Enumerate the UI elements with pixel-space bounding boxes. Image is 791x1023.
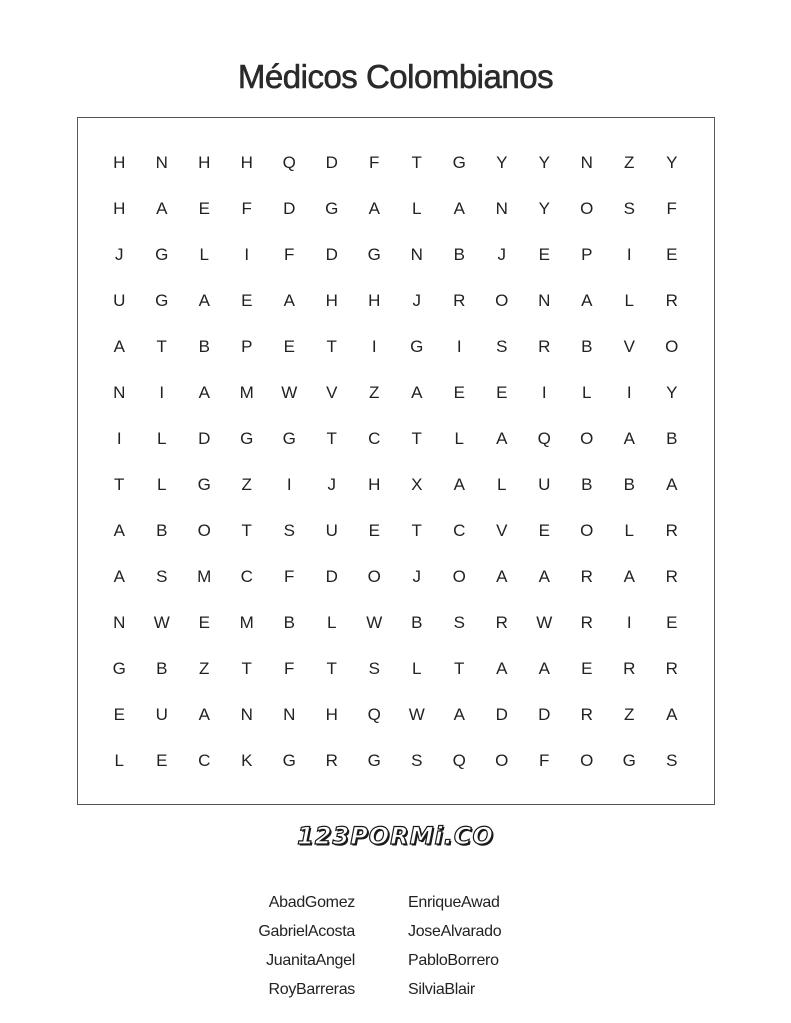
grid-cell[interactable]: P [581,245,593,264]
grid-cell[interactable]: G [325,199,339,218]
grid-cell[interactable]: D [283,199,296,218]
grid-cell[interactable]: L [454,429,464,448]
word-list-item: EnriqueAwad [408,894,500,911]
grid-cell[interactable]: N [410,245,423,264]
grid-cell[interactable]: R [580,567,593,586]
grid-cell[interactable]: A [198,291,210,310]
grid-cell[interactable]: A [198,383,210,402]
grid-cell[interactable]: A [198,705,210,724]
grid-cell[interactable]: V [496,521,508,540]
grid-cell[interactable]: W [153,613,170,632]
grid-cell[interactable]: K [241,751,253,770]
grid-cell[interactable]: O [580,751,594,770]
grid-cell[interactable]: I [626,245,632,264]
grid-cell[interactable]: T [241,659,252,678]
grid-cell[interactable]: A [538,659,550,678]
grid-cell[interactable]: A [496,659,508,678]
grid-cell[interactable]: B [453,245,465,264]
word-list-right-column [408,888,501,1004]
grid-cell[interactable]: O [580,199,594,218]
word-list-item: AbadGomez [268,894,355,911]
grid-cell[interactable]: E [368,521,380,540]
grid-cell[interactable]: L [624,521,634,540]
word-list-item: SilviaBlair [408,981,475,998]
grid-cell[interactable]: S [283,521,295,540]
grid-cell[interactable]: U [538,475,551,494]
grid-cell[interactable]: M [239,383,254,402]
grid-cell[interactable]: R [665,659,678,678]
grid-cell[interactable]: O [580,521,594,540]
grid-cell[interactable]: T [156,337,167,356]
grid-cell[interactable]: T [326,659,337,678]
grid-cell[interactable]: O [495,751,509,770]
grid-cell[interactable]: L [412,659,422,678]
grid-cell[interactable]: J [115,245,124,264]
grid-cell[interactable]: T [411,429,422,448]
grid-cell[interactable]: A [496,429,508,448]
grid-cell[interactable]: S [496,337,508,356]
puzzle-title: Médicos Colombianos [237,58,554,95]
grid-cell[interactable]: C [453,521,466,540]
grid-cell[interactable]: G [282,429,296,448]
grid-cell[interactable]: E [283,337,295,356]
grid-cell[interactable]: L [412,199,422,218]
grid-cell[interactable]: L [624,291,634,310]
grid-cell[interactable]: N [240,705,253,724]
grid-cell[interactable]: J [412,291,421,310]
grid-cell[interactable]: A [453,705,465,724]
letter-grid[interactable] [98,140,693,784]
grid-cell[interactable]: G [240,429,254,448]
grid-cell[interactable]: Z [624,705,635,724]
grid-cell[interactable]: A [113,567,125,586]
grid-cell[interactable]: T [114,475,125,494]
grid-cell[interactable]: F [284,659,295,678]
grid-cell[interactable]: M [197,567,212,586]
grid-cell[interactable]: Q [537,429,551,448]
grid-cell[interactable]: H [368,475,381,494]
grid-cell[interactable]: N [538,291,551,310]
grid-cell[interactable]: R [495,613,508,632]
grid-cell[interactable]: Z [624,153,635,172]
grid-cell[interactable]: R [453,291,466,310]
grid-cell[interactable]: N [113,613,126,632]
grid-cell[interactable]: R [665,521,678,540]
word-list-left-column [258,888,355,1004]
grid-cell[interactable]: O [495,291,509,310]
grid-cell[interactable]: G [197,475,211,494]
grid-cell[interactable]: Y [666,383,678,402]
word-list-item: JoseAlvarado [408,923,502,940]
grid-cell[interactable]: G [155,291,169,310]
grid-cell[interactable]: W [536,613,553,632]
grid-cell[interactable]: L [157,429,167,448]
grid-cell[interactable]: D [325,567,338,586]
word-list-item: GabrielAcosta [258,923,355,940]
grid-cell[interactable]: R [538,337,551,356]
grid-cell[interactable]: G [367,751,381,770]
grid-cell[interactable]: T [454,659,465,678]
grid-cell[interactable]: D [198,429,211,448]
grid-cell[interactable]: E [156,751,168,770]
grid-cell[interactable]: B [581,337,593,356]
grid-cell[interactable]: Q [282,153,296,172]
grid-cell[interactable]: A [156,199,168,218]
grid-cell[interactable]: S [623,199,635,218]
grid-cell[interactable]: A [623,429,635,448]
grid-cell[interactable]: F [241,199,252,218]
grid-cell[interactable]: Z [369,383,380,402]
grid-cell[interactable]: S [453,613,465,632]
grid-cell[interactable]: Y [496,153,508,172]
grid-cell[interactable]: S [411,751,423,770]
grid-cell[interactable]: Q [367,705,381,724]
grid-cell[interactable]: O [580,429,594,448]
grid-cell[interactable]: I [626,383,632,402]
grid-cell[interactable]: R [665,567,678,586]
grid-cell[interactable]: J [412,567,421,586]
grid-cell[interactable]: J [327,475,336,494]
grid-cell[interactable]: H [368,291,381,310]
grid-cell[interactable]: L [327,613,337,632]
grid-cell[interactable]: P [241,337,253,356]
grid-cell[interactable]: O [665,337,679,356]
grid-cell[interactable]: A [368,199,380,218]
grid-cell[interactable]: U [155,705,168,724]
grid-cell[interactable]: O [197,521,211,540]
grid-cell[interactable]: E [453,383,465,402]
grid-cell[interactable]: T [411,153,422,172]
grid-cell[interactable]: H [198,153,211,172]
grid-cell[interactable]: T [326,429,337,448]
grid-cell[interactable]: F [369,153,380,172]
grid-cell[interactable]: O [452,567,466,586]
grid-cell[interactable]: A [581,291,593,310]
grid-cell[interactable]: E [198,613,210,632]
grid-cell[interactable]: E [241,291,253,310]
grid-cell[interactable]: A [453,199,465,218]
grid-cell[interactable]: N [155,153,168,172]
grid-cell[interactable]: E [538,245,550,264]
grid-cell[interactable]: I [244,245,250,264]
grid-cell[interactable]: B [581,475,593,494]
grid-cell[interactable]: S [156,567,168,586]
word-list-item: RoyBarreras [268,981,355,998]
grid-cell[interactable]: R [580,705,593,724]
grid-cell[interactable]: A [623,567,635,586]
grid-cell[interactable]: H [113,153,126,172]
grid-cell[interactable]: F [539,751,550,770]
word-list-item: JuanitaAngel [266,952,355,969]
grid-cell[interactable]: B [198,337,210,356]
grid-cell[interactable]: G [155,245,169,264]
grid-cell[interactable]: W [366,613,383,632]
grid-cell[interactable]: D [325,153,338,172]
grid-cell[interactable]: N [580,153,593,172]
grid-cell[interactable]: L [157,475,167,494]
grid-cell[interactable]: H [113,199,126,218]
grid-cell[interactable]: A [496,567,508,586]
grid-cell[interactable]: I [116,429,122,448]
grid-cell[interactable]: N [113,383,126,402]
grid-cell[interactable]: E [581,659,593,678]
grid-cell[interactable]: Q [452,751,466,770]
grid-cell[interactable]: W [281,383,298,402]
grid-cell[interactable]: E [113,705,125,724]
grid-cell[interactable]: H [325,705,338,724]
grid-cell[interactable]: R [665,291,678,310]
grid-cell[interactable]: I [371,337,377,356]
grid-cell[interactable]: L [582,383,592,402]
grid-cell[interactable]: I [626,613,632,632]
grid-cell[interactable]: A [453,475,465,494]
grid-cell[interactable]: E [666,613,678,632]
grid-cell[interactable]: D [325,245,338,264]
grid-cell[interactable]: G [622,751,636,770]
grid-cell[interactable]: V [623,337,635,356]
grid-cell[interactable]: L [199,245,209,264]
grid-cell[interactable]: A [283,291,295,310]
grid-cell[interactable]: H [240,153,253,172]
grid-cell[interactable]: V [326,383,338,402]
grid-cell[interactable]: X [411,475,423,494]
grid-cell[interactable]: D [495,705,508,724]
grid-cell[interactable]: W [408,705,425,724]
grid-cell[interactable]: S [368,659,380,678]
grid-cell[interactable]: U [325,521,338,540]
grid-cell[interactable]: A [113,521,125,540]
grid-cell[interactable]: B [156,659,168,678]
grid-cell[interactable]: Y [666,153,678,172]
grid-cell[interactable]: C [240,567,253,586]
grid-cell[interactable]: E [198,199,210,218]
grid-cell[interactable]: N [495,199,508,218]
brand-logo: 123PORMi.CO [297,822,494,850]
grid-cell[interactable]: L [497,475,507,494]
grid-cell[interactable]: B [666,429,678,448]
grid-cell[interactable]: T [326,337,337,356]
grid-cell[interactable]: C [198,751,211,770]
word-list-item: PabloBorrero [408,952,499,969]
grid-cell[interactable]: G [452,153,466,172]
grid-cell[interactable]: A [411,383,423,402]
grid-cell[interactable]: Y [538,153,550,172]
grid-cell[interactable]: S [666,751,678,770]
grid-cell[interactable]: H [325,291,338,310]
grid-cell[interactable]: G [112,659,126,678]
grid-cell[interactable]: A [113,337,125,356]
grid-cell[interactable]: B [156,521,168,540]
grid-cell[interactable]: F [284,245,295,264]
grid-cell[interactable]: C [368,429,381,448]
grid-cell[interactable]: U [113,291,126,310]
grid-cell[interactable]: I [286,475,292,494]
grid-cell[interactable]: A [666,475,678,494]
grid-cell[interactable]: D [538,705,551,724]
grid-cell[interactable]: O [367,567,381,586]
grid-cell[interactable]: F [666,199,677,218]
grid-cell[interactable]: B [283,613,295,632]
grid-cell[interactable]: G [367,245,381,264]
grid-cell[interactable]: E [666,245,678,264]
grid-cell[interactable]: Z [241,475,252,494]
grid-cell[interactable]: B [623,475,635,494]
grid-cell[interactable]: T [411,521,422,540]
grid-cell[interactable]: R [623,659,636,678]
grid-cell[interactable]: M [239,613,254,632]
grid-cell[interactable]: A [666,705,678,724]
grid-cell[interactable]: R [325,751,338,770]
grid-cell[interactable]: A [538,567,550,586]
grid-cell[interactable]: I [159,383,165,402]
grid-cell[interactable]: L [114,751,124,770]
grid-cell[interactable]: J [497,245,506,264]
grid-cell[interactable]: Z [199,659,210,678]
grid-cell[interactable]: R [580,613,593,632]
grid-cell[interactable]: F [284,567,295,586]
grid-cell[interactable]: B [411,613,423,632]
grid-cell[interactable]: I [541,383,547,402]
grid-cell[interactable]: Y [538,199,550,218]
grid-cell[interactable]: I [456,337,462,356]
grid-cell[interactable]: G [282,751,296,770]
grid-cell[interactable]: T [241,521,252,540]
grid-cell[interactable]: E [538,521,550,540]
grid-cell[interactable]: N [283,705,296,724]
grid-cell[interactable]: E [496,383,508,402]
grid-cell[interactable]: G [410,337,424,356]
